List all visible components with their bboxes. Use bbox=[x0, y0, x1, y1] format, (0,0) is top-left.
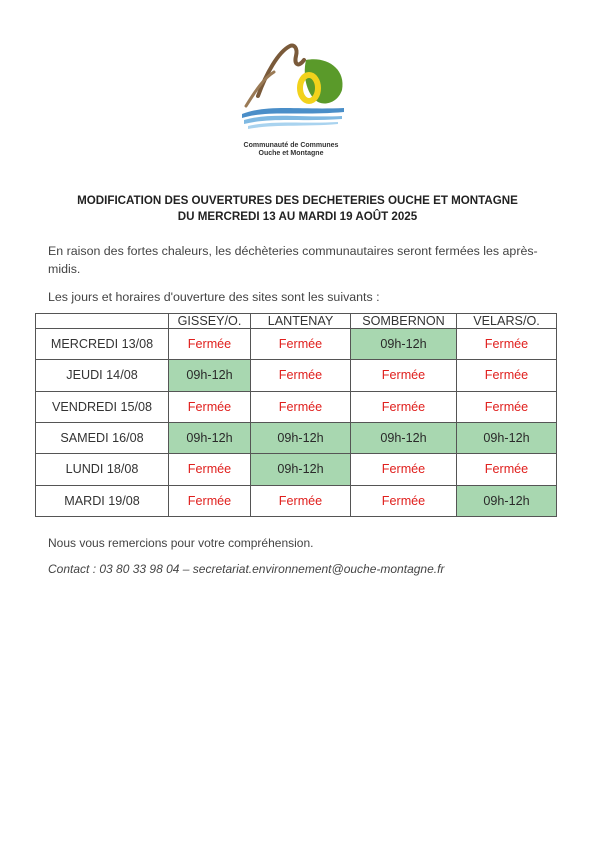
closed-cell: Fermée bbox=[457, 329, 557, 360]
schedule-table bbox=[35, 313, 557, 517]
table-row bbox=[36, 454, 557, 485]
column-header bbox=[36, 314, 169, 329]
thanks-text: Nous vous remercions pour votre compréhension. bbox=[48, 536, 314, 550]
column-header: SOMBERNON bbox=[351, 314, 457, 329]
hours-cell: 09h-12h bbox=[251, 454, 351, 485]
ouche-montagne-logo-icon bbox=[238, 38, 348, 134]
closed-cell: Fermée bbox=[251, 360, 351, 391]
organization-line2: Ouche et Montagne bbox=[258, 150, 324, 157]
closed-cell: Fermée bbox=[169, 454, 251, 485]
closed-cell: Fermée bbox=[457, 391, 557, 422]
hours-cell: 09h-12h bbox=[351, 329, 457, 360]
closed-cell: Fermée bbox=[169, 391, 251, 422]
day-cell: VENDREDI 15/08 bbox=[36, 391, 169, 422]
hours-cell: 09h-12h bbox=[457, 485, 557, 516]
day-cell: LUNDI 18/08 bbox=[36, 454, 169, 485]
closed-cell: Fermée bbox=[351, 391, 457, 422]
day-cell: MARDI 19/08 bbox=[36, 485, 169, 516]
day-cell: MERCREDI 13/08 bbox=[36, 329, 169, 360]
table-row bbox=[36, 391, 557, 422]
column-header: LANTENAY bbox=[251, 314, 351, 329]
organization-line1: Communauté de Communes bbox=[243, 142, 339, 149]
hours-cell: 09h-12h bbox=[169, 360, 251, 391]
closed-cell: Fermée bbox=[351, 485, 457, 516]
closed-cell: Fermée bbox=[251, 391, 351, 422]
closed-cell: Fermée bbox=[251, 329, 351, 360]
table-row bbox=[36, 422, 557, 453]
hours-cell: 09h-12h bbox=[457, 422, 557, 453]
day-cell: SAMEDI 16/08 bbox=[36, 422, 169, 453]
column-header: VELARS/O. bbox=[457, 314, 557, 329]
closed-cell: Fermée bbox=[351, 360, 457, 391]
closed-cell: Fermée bbox=[169, 329, 251, 360]
closed-cell: Fermée bbox=[351, 454, 457, 485]
title-line1: MODIFICATION DES OUVERTURES DES DECHETERIES OUCHE ET MONTAGNE bbox=[77, 194, 518, 207]
closed-cell: Fermée bbox=[457, 454, 557, 485]
table-row bbox=[36, 360, 557, 391]
column-header: GISSEY/O. bbox=[169, 314, 251, 329]
closed-cell: Fermée bbox=[457, 360, 557, 391]
closed-cell: Fermée bbox=[251, 485, 351, 516]
page-title bbox=[20, 193, 575, 224]
hours-cell: 09h-12h bbox=[251, 422, 351, 453]
title-line2: DU MERCREDI 13 AU MARDI 19 AOÛT 2025 bbox=[177, 209, 418, 223]
table-row bbox=[36, 485, 557, 516]
closed-cell: Fermée bbox=[169, 485, 251, 516]
schedule-intro: Les jours et horaires d'ouverture des sites sont les suivants : bbox=[48, 290, 380, 304]
hours-cell: 09h-12h bbox=[351, 422, 457, 453]
organization-name bbox=[200, 142, 382, 158]
table-header-row bbox=[36, 314, 557, 329]
day-cell: JEUDI 14/08 bbox=[36, 360, 169, 391]
table-row bbox=[36, 329, 557, 360]
schedule-body bbox=[36, 329, 557, 517]
intro-paragraph: En raison des fortes chaleurs, les déchèteries communautaires seront fermées les après-midis. bbox=[48, 244, 538, 276]
hours-cell: 09h-12h bbox=[169, 422, 251, 453]
contact-text: Contact : 03 80 33 98 04 – secretariat.environnement@ouche-montagne.fr bbox=[48, 562, 445, 576]
